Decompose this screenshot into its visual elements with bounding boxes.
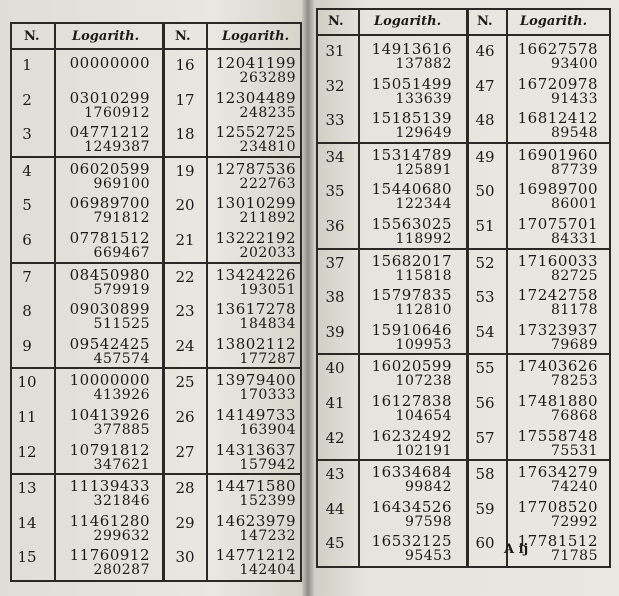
entry-difference: 122344 (395, 196, 452, 213)
left-header-n2: N. (175, 29, 191, 44)
entry-logarithm: 15440680 (371, 180, 452, 199)
entry-difference: 669467 (93, 245, 150, 261)
entry-difference: 82725 (550, 267, 598, 284)
entry-number: 57 (475, 428, 495, 447)
entry-difference: 202033 (239, 245, 296, 261)
entry-number: 24 (175, 336, 195, 355)
entry-difference: 147232 (239, 527, 296, 544)
entry-number: 8 (22, 302, 32, 321)
entry-number: 45 (325, 534, 345, 553)
right-col-divider-a (358, 8, 360, 566)
left-header-log2: Logarith. (222, 29, 290, 44)
entry-logarithm: 17781512 (517, 532, 598, 551)
group-rule (10, 156, 300, 158)
entry-logarithm: 17323937 (517, 320, 598, 339)
entry-logarithm: 14149733 (215, 406, 296, 424)
entry-difference: 511525 (93, 316, 150, 333)
entry-logarithm: 14771212 (215, 546, 296, 565)
entry-logarithm: 16334684 (371, 463, 452, 482)
group-rule (10, 262, 300, 264)
entry-logarithm: 13010299 (215, 194, 296, 213)
entry-difference: 163904 (239, 422, 296, 438)
entry-number: 46 (475, 42, 495, 60)
right-col-divider-b (466, 8, 469, 566)
entry-difference: 76868 (550, 408, 598, 424)
entry-number: 37 (325, 253, 345, 272)
entry-number: 18 (175, 125, 195, 144)
entry-number: 48 (475, 111, 495, 130)
entry-number: 58 (475, 465, 495, 484)
entry-number: 53 (475, 288, 495, 307)
entry-difference: 118992 (395, 231, 452, 247)
entry-difference: 263289 (239, 70, 296, 86)
entry-number: 49 (475, 147, 495, 166)
entry-number: 10 (17, 373, 37, 392)
entry-difference: 112810 (395, 302, 452, 319)
entry-difference: 347621 (93, 456, 150, 473)
entry-difference: 157942 (239, 456, 296, 473)
entry-logarithm: 13979400 (215, 371, 296, 390)
entry-number: 1 (22, 56, 32, 74)
entry-number: 13 (17, 479, 37, 498)
entry-number: 39 (325, 322, 345, 341)
entry-number: 29 (175, 513, 195, 532)
signature-mark: A ij (504, 542, 529, 557)
group-rule (10, 367, 300, 369)
entry-difference: 104654 (395, 408, 452, 424)
entry-logarithm: 17558748 (517, 426, 598, 445)
entry-number: 31 (325, 42, 345, 60)
entry-number: 20 (175, 196, 195, 215)
entry-number: 26 (175, 408, 195, 426)
entry-number: 54 (475, 322, 495, 341)
entry-difference: 133639 (395, 90, 452, 107)
entry-logarithm: 13424226 (215, 265, 296, 284)
entry-logarithm: 03010299 (69, 88, 150, 107)
entry-number: 14 (17, 513, 37, 532)
entry-difference: 87739 (550, 161, 598, 178)
left-col-divider-c (206, 22, 208, 580)
entry-difference: 321846 (93, 493, 150, 510)
entry-difference: 93400 (550, 56, 598, 72)
entry-logarithm: 11461280 (69, 511, 150, 530)
entry-number: 44 (325, 499, 345, 518)
entry-logarithm: 09542425 (69, 334, 150, 353)
entry-number: 21 (175, 231, 195, 249)
entry-number: 47 (475, 76, 495, 95)
left-header-n1: N. (24, 29, 40, 44)
entry-logarithm: 13222192 (215, 229, 296, 247)
entry-logarithm: 08450980 (69, 265, 150, 284)
entry-logarithm: 16127838 (371, 392, 452, 410)
entry-difference: 248235 (239, 104, 296, 121)
entry-difference: 91433 (550, 90, 598, 107)
entry-number: 40 (325, 359, 345, 378)
entry-difference: 89548 (550, 125, 598, 142)
group-rule (316, 353, 609, 355)
entry-logarithm: 15910646 (371, 320, 452, 339)
entry-number: 41 (325, 394, 345, 412)
entry-number: 55 (475, 359, 495, 378)
entry-logarithm: 17634279 (517, 463, 598, 482)
entry-logarithm: 07781512 (69, 229, 150, 247)
entry-logarithm: 12041199 (215, 54, 296, 72)
entry-logarithm: 15051499 (371, 74, 452, 93)
entry-difference: 177287 (239, 350, 296, 367)
entry-number: 2 (22, 90, 32, 109)
entry-difference: 142404 (239, 562, 296, 579)
entry-logarithm: 16020599 (371, 357, 452, 376)
entry-number: 28 (175, 479, 195, 498)
entry-logarithm: 11760912 (69, 546, 150, 565)
entry-number: 52 (475, 253, 495, 272)
right-header-n1: N. (328, 14, 344, 29)
entry-difference: 413926 (93, 387, 150, 404)
entry-number: 50 (475, 182, 495, 201)
entry-difference: 280287 (93, 562, 150, 579)
group-rule (316, 459, 609, 461)
entry-difference: 152399 (239, 493, 296, 510)
entry-number: 25 (175, 373, 195, 392)
entry-difference: 95453 (404, 548, 452, 565)
entry-difference: 84331 (550, 231, 598, 247)
entry-logarithm: 17242758 (517, 286, 598, 305)
entry-logarithm: 06989700 (69, 194, 150, 213)
right-header-log1: Logarith. (374, 14, 442, 29)
entry-logarithm: 14313637 (215, 440, 296, 459)
entry-number: 15 (17, 548, 37, 567)
entry-difference: 72992 (550, 513, 598, 530)
entry-difference: 969100 (93, 175, 150, 192)
entry-logarithm: 13802112 (215, 334, 296, 353)
entry-number: 35 (325, 182, 345, 201)
entry-difference: 457574 (93, 350, 150, 367)
entry-logarithm: 15185139 (371, 109, 452, 128)
entry-logarithm: 15682017 (371, 251, 452, 270)
entry-difference: 234810 (239, 139, 296, 156)
entry-number: 60 (475, 534, 495, 553)
entry-difference: 299632 (93, 527, 150, 544)
entry-number: 51 (475, 217, 495, 235)
entry-number: 34 (325, 147, 345, 166)
entry-logarithm: 00000000 (69, 54, 150, 72)
entry-logarithm: 17403626 (517, 357, 598, 376)
entry-difference: 791812 (93, 210, 150, 227)
entry-logarithm: 17708520 (517, 497, 598, 516)
entry-difference: 81178 (550, 302, 598, 319)
entry-number: 59 (475, 499, 495, 518)
entry-number: 36 (325, 217, 345, 235)
entry-logarithm: 13617278 (215, 300, 296, 319)
left-col-divider-a (54, 22, 56, 580)
entry-number: 17 (175, 90, 195, 109)
entry-number: 7 (22, 267, 32, 286)
entry-number: 42 (325, 428, 345, 447)
right-header-n2: N. (477, 14, 493, 29)
group-rule (316, 248, 609, 250)
entry-logarithm: 17481880 (517, 392, 598, 410)
entry-number: 56 (475, 394, 495, 412)
group-rule (10, 473, 300, 475)
right-header-log2: Logarith. (520, 14, 588, 29)
entry-difference: 74240 (550, 479, 598, 496)
entry-logarithm: 16627578 (517, 40, 598, 58)
entry-number: 38 (325, 288, 345, 307)
left-header-log1: Logarith. (72, 29, 140, 44)
entry-difference: 1249387 (84, 139, 150, 156)
entry-logarithm: 15797835 (371, 286, 452, 305)
entry-number: 11 (17, 408, 37, 426)
entry-number: 33 (325, 111, 345, 130)
entry-logarithm: 16901960 (517, 145, 598, 164)
entry-logarithm: 16232492 (371, 426, 452, 445)
entry-difference: 184834 (239, 316, 296, 333)
entry-difference: 71785 (550, 548, 598, 565)
entry-difference: 79689 (550, 336, 598, 353)
entry-logarithm: 14471580 (215, 477, 296, 496)
entry-difference: 193051 (239, 281, 296, 298)
entry-logarithm: 04771212 (69, 123, 150, 142)
entry-difference: 129649 (395, 125, 452, 142)
entry-difference: 86001 (550, 196, 598, 213)
left-col-divider-b (162, 22, 165, 580)
entry-number: 23 (175, 302, 195, 321)
entry-logarithm: 10000000 (69, 371, 150, 390)
entry-number: 6 (22, 231, 32, 249)
entry-logarithm: 16989700 (517, 180, 598, 199)
entry-logarithm: 17075701 (517, 215, 598, 233)
entry-logarithm: 09030899 (69, 300, 150, 319)
book-gutter (302, 0, 314, 596)
right-col-divider-c (506, 8, 508, 566)
entry-logarithm: 10791812 (69, 440, 150, 459)
entry-difference: 78253 (550, 373, 598, 390)
entry-difference: 115818 (395, 267, 452, 284)
entry-difference: 1760912 (84, 104, 150, 121)
entry-logarithm: 16434526 (371, 497, 452, 516)
entry-logarithm: 16812412 (517, 109, 598, 128)
entry-logarithm: 15563025 (371, 215, 452, 233)
entry-logarithm: 06020599 (69, 159, 150, 178)
entry-difference: 137882 (395, 56, 452, 72)
entry-logarithm: 11139433 (69, 477, 150, 496)
group-rule (316, 142, 609, 144)
entry-difference: 97598 (404, 513, 452, 530)
entry-logarithm: 17160033 (517, 251, 598, 270)
entry-logarithm: 12552725 (215, 123, 296, 142)
entry-number: 5 (22, 196, 32, 215)
entry-logarithm: 12787536 (215, 159, 296, 178)
entry-logarithm: 16532125 (371, 532, 452, 551)
entry-number: 19 (175, 161, 195, 180)
entry-number: 43 (325, 465, 345, 484)
entry-number: 30 (175, 548, 195, 567)
entry-number: 3 (22, 125, 32, 144)
entry-difference: 109953 (395, 336, 452, 353)
entry-number: 9 (22, 336, 32, 355)
entry-difference: 170333 (239, 387, 296, 404)
entry-difference: 107238 (395, 373, 452, 390)
entry-logarithm: 14623979 (215, 511, 296, 530)
entry-difference: 75531 (550, 442, 598, 459)
entry-difference: 102191 (395, 442, 452, 459)
entry-difference: 99842 (404, 479, 452, 496)
entry-number: 27 (175, 442, 195, 461)
entry-logarithm: 14913616 (371, 40, 452, 58)
entry-logarithm: 15314789 (371, 145, 452, 164)
entry-logarithm: 10413926 (69, 406, 150, 424)
entry-difference: 222763 (239, 175, 296, 192)
entry-difference: 377885 (93, 422, 150, 438)
entry-number: 4 (22, 161, 32, 180)
entry-difference: 579919 (93, 281, 150, 298)
entry-number: 32 (325, 76, 345, 95)
entry-logarithm: 16720978 (517, 74, 598, 93)
entry-difference: 125891 (395, 161, 452, 178)
entry-difference: 211892 (239, 210, 296, 227)
entry-number: 16 (175, 56, 195, 74)
entry-number: 12 (17, 442, 37, 461)
entry-logarithm: 12304489 (215, 88, 296, 107)
entry-number: 22 (175, 267, 195, 286)
